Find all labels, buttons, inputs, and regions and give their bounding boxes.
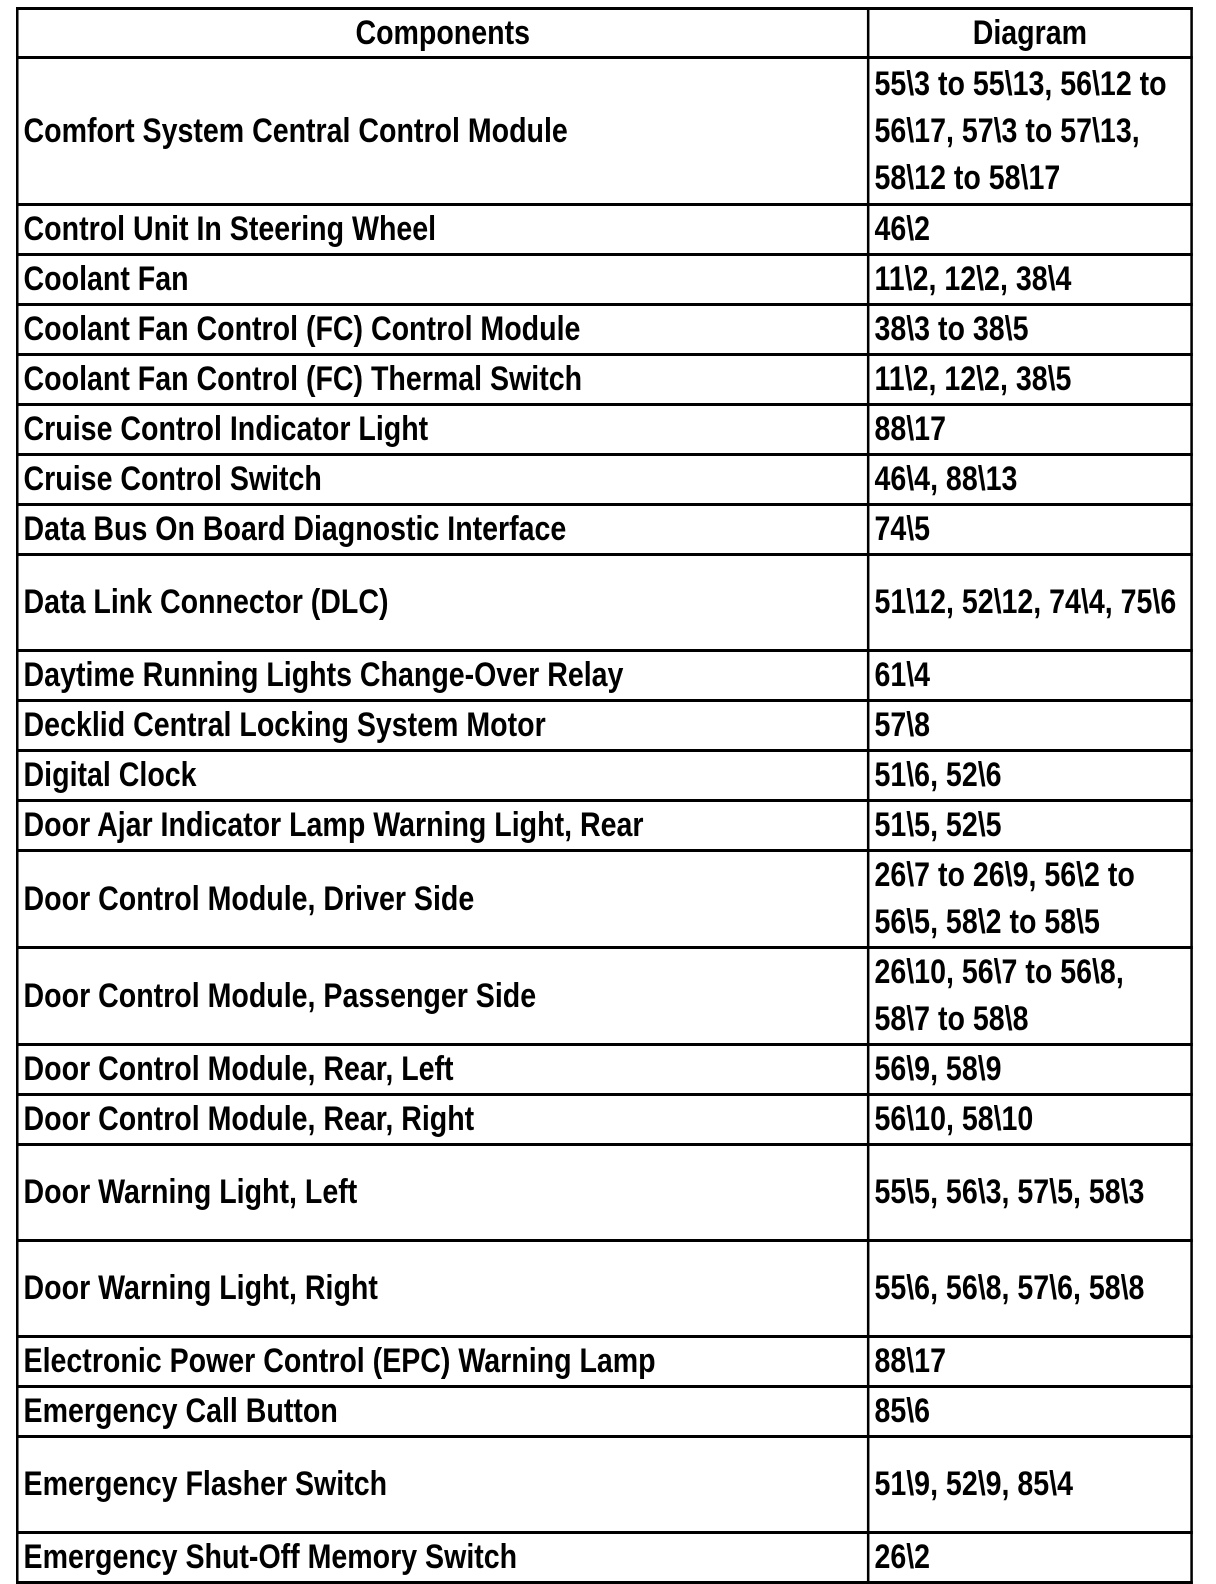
table-row: [17, 1437, 1191, 1533]
diagram-cell: 51\9, 52\9, 85\4: [868, 1437, 1191, 1533]
component-cell: Digital Clock: [17, 751, 868, 801]
diagram-cell: 55\6, 56\8, 57\6, 58\8: [868, 1241, 1191, 1337]
table-row: [17, 205, 1191, 255]
component-cell: Cruise Control Switch: [17, 455, 868, 505]
diagram-cell: 74\5: [868, 505, 1191, 555]
table-row: [17, 851, 1191, 948]
diagram-cell: 38\3 to 38\5: [868, 305, 1191, 355]
component-cell: Door Control Module, Rear, Left: [17, 1045, 868, 1095]
table-row: [17, 1533, 1191, 1583]
table-row: [17, 701, 1191, 751]
diagram-cell: 88\17: [868, 1337, 1191, 1387]
diagram-cell: 51\12, 52\12, 74\4, 75\6: [868, 555, 1191, 651]
table-row: [17, 1241, 1191, 1337]
component-cell: Data Link Connector (DLC): [17, 555, 868, 651]
component-cell: Door Warning Light, Left: [17, 1145, 868, 1241]
table-row: [17, 455, 1191, 505]
component-cell: Door Ajar Indicator Lamp Warning Light, Rear: [17, 801, 868, 851]
table-row: [17, 1045, 1191, 1095]
diagram-cell: 88\17: [868, 405, 1191, 455]
table-row: [17, 555, 1191, 651]
table-row: [17, 505, 1191, 555]
diagram-cell: 85\6: [868, 1387, 1191, 1437]
diagram-cell: 26\7 to 26\9, 56\2 to 56\5, 58\2 to 58\5: [868, 851, 1191, 948]
component-cell: Door Control Module, Passenger Side: [17, 948, 868, 1045]
diagram-cell: 26\2: [868, 1533, 1191, 1583]
components-table: [16, 7, 1193, 1584]
diagram-cell: 51\6, 52\6: [868, 751, 1191, 801]
table-row: [17, 751, 1191, 801]
components-header: Components: [17, 9, 868, 58]
diagram-cell: 61\4: [868, 651, 1191, 701]
component-cell: Data Bus On Board Diagnostic Interface: [17, 505, 868, 555]
diagram-cell: 55\5, 56\3, 57\5, 58\3: [868, 1145, 1191, 1241]
table-row: [17, 405, 1191, 455]
table-row: [17, 801, 1191, 851]
diagram-cell: 11\2, 12\2, 38\5: [868, 355, 1191, 405]
diagram-cell: 51\5, 52\5: [868, 801, 1191, 851]
component-cell: Coolant Fan Control (FC) Control Module: [17, 305, 868, 355]
diagram-cell: 55\3 to 55\13, 56\12 to 56\17, 57\3 to 57\13, 58\12 to 58\17: [868, 58, 1191, 205]
table-row: [17, 1145, 1191, 1241]
component-cell: Door Warning Light, Right: [17, 1241, 868, 1337]
table-row: [17, 1095, 1191, 1145]
diagram-cell: 11\2, 12\2, 38\4: [868, 255, 1191, 305]
diagram-cell: 56\10, 58\10: [868, 1095, 1191, 1145]
component-cell: Emergency Call Button: [17, 1387, 868, 1437]
diagram-cell: 26\10, 56\7 to 56\8, 58\7 to 58\8: [868, 948, 1191, 1045]
table-row: [17, 355, 1191, 405]
component-cell: Emergency Shut-Off Memory Switch: [17, 1533, 868, 1583]
table-row: [17, 651, 1191, 701]
component-cell: Coolant Fan Control (FC) Thermal Switch: [17, 355, 868, 405]
table-row: [17, 1387, 1191, 1437]
component-cell: Emergency Flasher Switch: [17, 1437, 868, 1533]
component-cell: Comfort System Central Control Module: [17, 58, 868, 205]
table-row: [17, 305, 1191, 355]
component-cell: Control Unit In Steering Wheel: [17, 205, 868, 255]
component-cell: Cruise Control Indicator Light: [17, 405, 868, 455]
table-row: [17, 58, 1191, 205]
diagram-header: Diagram: [868, 9, 1191, 58]
component-cell: Door Control Module, Driver Side: [17, 851, 868, 948]
diagram-cell: 46\2: [868, 205, 1191, 255]
table-row: [17, 948, 1191, 1045]
component-cell: Electronic Power Control (EPC) Warning Lamp: [17, 1337, 868, 1387]
diagram-cell: 46\4, 88\13: [868, 455, 1191, 505]
component-cell: Door Control Module, Rear, Right: [17, 1095, 868, 1145]
table-header-row: [17, 9, 1191, 58]
component-cell: Coolant Fan: [17, 255, 868, 305]
component-cell: Decklid Central Locking System Motor: [17, 701, 868, 751]
diagram-cell: 57\8: [868, 701, 1191, 751]
table-row: [17, 255, 1191, 305]
diagram-cell: 56\9, 58\9: [868, 1045, 1191, 1095]
component-cell: Daytime Running Lights Change-Over Relay: [17, 651, 868, 701]
table-row: [17, 1337, 1191, 1387]
